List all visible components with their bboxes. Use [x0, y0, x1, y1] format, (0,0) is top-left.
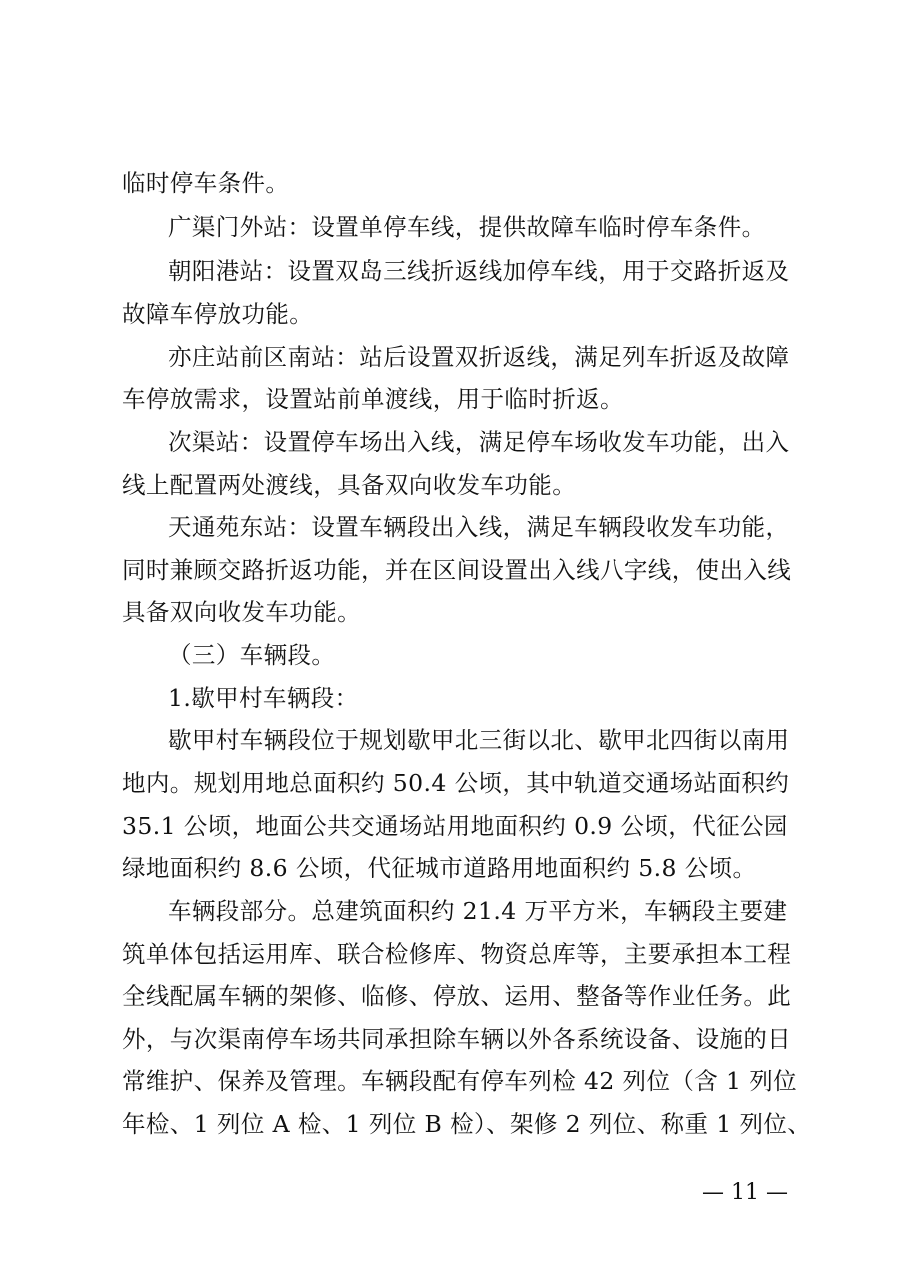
text-line-5: 亦庄站前区南站：站后设置双折返线，满足列车折返及故障: [168, 343, 790, 371]
text-line-11: 具备双向收发车功能。: [122, 598, 361, 626]
text-line-8: 线上配置两处渡线，具备双向收发车功能。: [122, 471, 577, 499]
text-line-9: 天通苑东站：设置车辆段出入线，满足车辆段收发车功能，: [168, 513, 790, 541]
text-line-10: 同时兼顾交路折返功能，并在区间设置出入线八字线，使出入线: [122, 556, 792, 584]
text-line-6: 车停放需求，设置站前单渡线，用于临时折返。: [122, 385, 624, 413]
text-line-19: 筑单体包括运用库、联合检修库、物资总库等，主要承担本工程: [122, 940, 792, 968]
text-line-17: 绿地面积约 8.6 公顷，代征城市道路用地面积约 5.8 公顷。: [122, 854, 757, 882]
text-line-7: 次渠站：设置停车场出入线，满足停车场收发车功能，出入: [168, 428, 790, 456]
text-line-20: 全线配属车辆的架修、临修、停放、运用、整备等作业任务。此: [122, 982, 792, 1010]
section-heading: （三）车辆段。: [168, 641, 336, 669]
text-line-4: 故障车停放功能。: [122, 300, 314, 328]
subsection-heading: 1.歇甲村车辆段：: [168, 684, 359, 712]
text-line-18: 车辆段部分。总建筑面积约 21.4 万平方米，车辆段主要建: [168, 897, 788, 925]
text-line-21: 外，与次渠南停车场共同承担除车辆以外各系统设备、设施的日: [122, 1025, 792, 1053]
text-line-1: 临时停车条件。: [122, 169, 290, 197]
text-line-14: 歇甲村车辆段位于规划歇甲北三街以北、歇甲北四街以南用: [168, 726, 790, 754]
text-line-22: 常维护、保养及管理。车辆段配有停车列检 42 列位（含 1 列位: [122, 1067, 798, 1095]
text-line-2: 广渠门外站：设置单停车线，提供故障车临时停车条件。: [168, 213, 766, 241]
text-line-3: 朝阳港站：设置双岛三线折返线加停车线，用于交路折返及: [168, 257, 790, 285]
text-line-23: 年检、1 列位 A 检、1 列位 B 检）、架修 2 列位、称重 1 列位、: [122, 1110, 812, 1138]
text-line-16: 35.1 公顷，地面公共交通场站用地面积约 0.9 公顷，代征公园: [122, 812, 788, 840]
page-number: — 11 —: [702, 1180, 788, 1205]
text-line-15: 地内。规划用地总面积约 50.4 公顷，其中轨道交通场站面积约: [122, 769, 790, 797]
